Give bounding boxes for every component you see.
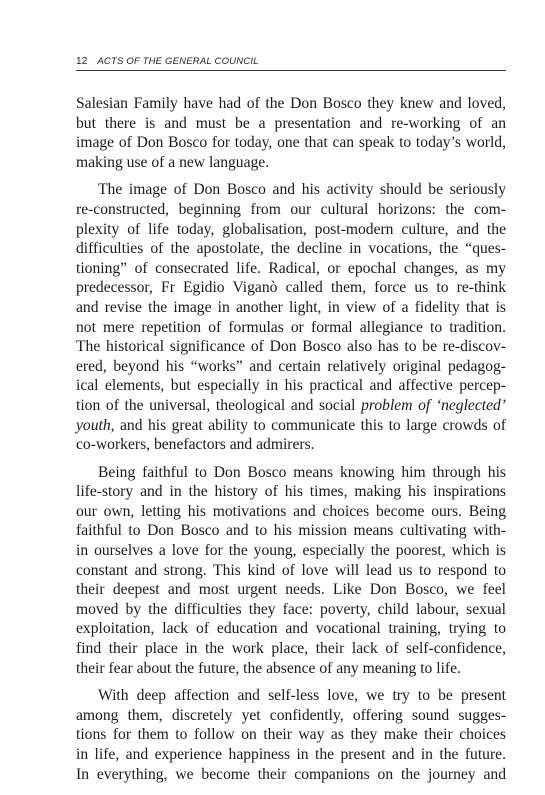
text-line: Being faithful to Don Bosco means knowing him through his: [98, 463, 506, 481]
text-line: plexity of life today, globalisation, post-modern culture, and the: [76, 220, 506, 238]
text-run: tion of the universal, theological and social: [76, 396, 356, 414]
text-line: image of Don Bosco for today, one that can speak to today’s world,: [76, 134, 506, 152]
text-line: constant and strong. This kind of love will lead us to respond to: [76, 561, 506, 579]
text-line: tioning” of consecrated life. Radical, or epochal changes, as my: [76, 259, 506, 277]
text-line: not mere repetition of formulas or formal allegiance to tradition.: [76, 318, 506, 336]
text-line: ered, beyond his “works” and certain relatively original pedagog-: [76, 357, 506, 375]
running-title: ACTS OF THE GENERAL COUNCIL: [97, 56, 259, 67]
paragraph-3: [76, 463, 506, 679]
text-line: ical elements, but especially in his practical and affective percep-: [76, 377, 506, 395]
text-line-mixed: [76, 416, 506, 436]
page-number: 12: [76, 56, 88, 67]
text-run: , and his great ability to communicate this to large crowds of: [110, 416, 506, 434]
text-line: moved by the difficulties they face: poverty, child labour, sexual: [76, 600, 506, 618]
text-line: life-story and in the history of his times, making his inspirations: [76, 483, 506, 501]
body-text: [76, 94, 506, 784]
text-line: making use of a new language.: [76, 153, 270, 171]
text-line: re-constructed, beginning from our cultural horizons: the com-: [76, 200, 506, 218]
text-line: In everything, we become their companions on the journey and: [76, 765, 506, 783]
text-line: Salesian Family have had of the Don Bosco they knew and loved,: [76, 95, 506, 112]
text-line: our own, letting his motivations and choices become ours. Being: [76, 502, 506, 520]
text-line: find their place in the work place, their lack of self-confidence,: [76, 640, 506, 658]
text-line: but there is and must be a presentation and re-working of an: [76, 114, 506, 132]
text-line: predecessor, Fr Egidio Viganò called them, force us to re-think: [76, 279, 506, 297]
text-line: in ourselves a love for the young, especially the poorest, which is: [76, 542, 506, 560]
text-line: co-workers, benefactors and admirers.: [76, 436, 315, 454]
header-rule: [76, 70, 506, 71]
text-line: With deep affection and self-less love, we try to be present: [98, 687, 506, 705]
text-line: tions for them to follow on their way as they make their choices: [76, 726, 506, 744]
text-line: difficulties of the apostolate, the decline in vocations, the “ques-: [76, 240, 506, 258]
text-line: in life, and experience happiness in the present and in the future.: [76, 746, 506, 763]
running-header: [76, 56, 506, 70]
paragraph-2: [76, 180, 506, 454]
text-line: their deepest and most urgent needs. Like Don Bosco, we feel: [76, 581, 506, 599]
text-line: among them, discretely yet confidently, offering sound sugges-: [76, 706, 506, 724]
paragraph-4: [76, 686, 506, 784]
text-line: The image of Don Bosco and his activity should be seriously: [98, 181, 506, 199]
text-line-mixed: [76, 396, 506, 416]
italic-phrase: youth: [76, 416, 111, 434]
paragraph-1: [76, 94, 506, 172]
text-line: and revise the image in another light, in view of a fidelity that is: [76, 298, 506, 316]
text-line: exploitation, lack of education and vocational training, trying to: [76, 620, 506, 638]
text-line: their fear about the future, the absence of any meaning to life.: [76, 659, 461, 677]
italic-phrase: problem of ‘neglected’: [361, 396, 507, 414]
text-line: The historical significance of Don Bosco also has to be re-discov-: [76, 338, 506, 356]
text-line: faithful to Don Bosco and to his mission means cultivating with-: [76, 522, 506, 540]
